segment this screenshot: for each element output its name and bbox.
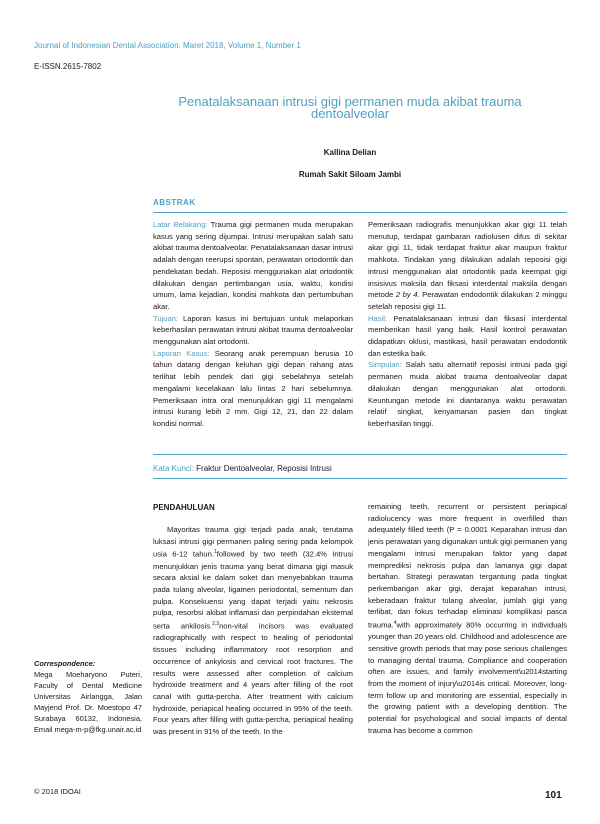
background-text: Trauma gigi permanen muda merupakan kasus yang sering dijumpai. Intrusi merupakan salah satu akibat trauma dentoalveolar. Penatalaksanaan dasar intrusi adalah dengan reerupsi spontan, perawatan ortodontik dan pendekatan bedah. Reposisi menggunakan alat ortodontik dilakukan dengan pertimbangan usia, waktu, kondisi umum, lama kejadian, kondisi mahkota dan pertumbuhan akar. xyxy=(153,220,353,311)
correspondence-text: Mega Moeharyono Puteri, Faculty of Dental Medicine Universitas Airlangga, Jalan Mayjend Prof. Dr. Moestopo 47 Surabaya 60132, Indonesia, Email mega-m-p@fkg.unair.ac.id xyxy=(34,670,142,734)
background-label: Latar Belakang: xyxy=(153,220,208,229)
objective-label: Tujuan: xyxy=(153,313,179,323)
keywords-label: Kata Kunci: xyxy=(153,464,194,473)
intro-left-column xyxy=(153,524,353,738)
abstract-left-column xyxy=(153,219,353,430)
correspondence-heading: Correspondence: xyxy=(34,659,96,668)
conclusion-text: Salah satu alternatif reposisi intrusi pada gigi permanen muda akibat trauma dentoalveolar dapat dilakukan dengan menggunakan alat ortodonti. Keuntungan metode ini diantaranya waktu perawatan relatif singkat, kenyamanan pasien dan tingkat keberhasilan tinggi. xyxy=(368,360,567,428)
results-text: Penatalaksanaan intrusi dan fiksasi interdental memberikan hasil yang baik. Hasil kontrol perawatan didapatkan oklusi, mastikasi, hasil perawatan endodontik dan estetika baik. xyxy=(368,313,567,358)
keywords-top-rule xyxy=(153,454,567,455)
abstract-heading: ABSTRAK xyxy=(153,198,196,207)
citation-2: 2,3 xyxy=(212,621,220,628)
article-title: Penatalaksanaan intrusi gigi permanen muda akibat trauma dentoalveolar xyxy=(178,94,522,121)
conclusion-label: Simpulan: xyxy=(368,360,402,370)
intro-text-a: Mayoritas trauma gigi terjadi pada anak, terutama luksasi intrusi gigi permanen paling sering pada kelompok usia 6-12 tahun. xyxy=(153,525,353,559)
intro-text-c: non-vital incisors was evaluated radiographically with respect to healing of periodontal tissues including inflammatory root resorption and occurrence of ankylosis and cervical root fractures. The results were assessed after completion of calcium hydroxide treatment and 4 years after filling of the root canal with gutta-percha. After treatment with calcium hydroxide, periapical healing occurred in 95% of the teeth. Four years after filling with gutta-percha, periapical healing was present in 91% of the teeth. In the xyxy=(153,621,353,737)
intro-right-text-a: remaining teeth, recurrent or persistent periapical radiolucency was more frequent in overfilled than adequately filled teeth (P = 0.0001 Keparahan intrusi dan jenis perawatan yang digunakan untuk gigi permanen yang mengalami intrusi merupakan faktor yang dapat memprediksi nekrosis pulpa dan lamanya gigi dapat bertahan. Strategi perawatan tergantung pada tingkat perkembangan akar gigi, derajat keparahan intrusi, keberadaan fraktur tulang alveolar, jumlah gigi yang terlibat, dan fokus terhadap eliminasi komplikasi pasca trauma. xyxy=(368,502,567,630)
intro-text-b: followed by two teeth (32.4% Intrusi menunjukkan jenis trauma yang berat dimana gigi masuk secara aksial ke dalam soket dan menyebabkan trauma pada tulang alveolar, ligamen periodontal, sementum dan pulpa. Konsekuensi yang dapat terjadi yaitu nekrosis pulpa, resorbsi akibat inflamasi dan perpindahan eksternal serta ankilosis. xyxy=(153,549,353,631)
copyright: © 2018 IDOAI xyxy=(34,787,81,796)
correspondence-block xyxy=(34,658,142,735)
author-name: Kallina Delian xyxy=(323,148,377,157)
citation-4: 4 xyxy=(393,620,397,627)
intro-right-column xyxy=(368,501,567,737)
abstract-right-column xyxy=(368,219,567,430)
keywords-text: Fraktur Dentoalveolar, Reposisi Intrusi xyxy=(193,464,332,473)
journal-header: Journal of Indonesian Dental Association. Maret 2018, Volume 1, Number 1 xyxy=(34,41,301,50)
intro-right-text-b: with approximately 80% occurring in individuals younger than 20 years old. Childhood and adolescence are sensitive growth periods that may pose serious challenges to managing dental trauma. Compliance and cooperation often are issues, and family involvement\u2014starting from the moment of injury\u2014is critical. Moreover, long-term follow up and monitoring are essential, especially in the growing patient with a developing dentition. The potential for psychological and social impacts of dental trauma has become a common xyxy=(368,620,567,735)
abstract-top-rule xyxy=(153,212,567,213)
section-heading: PENDAHULUAN xyxy=(153,503,215,512)
case-report-continued-a: Pemeriksaan radiografis menunjukkan akar gigi 11 telah menutup, terdapat gambaran radiolusen difus di sekitar akar gigi 11, tidak terdapat fraktur akar maupun fraktur mahkota. Tindakan yang dilakukan adalah reposisi gigi intrusi menggunakan alat ortodontik pada keempat gigi insisivus maksila dan fiksasi interdental maksila dengan metode xyxy=(368,220,567,300)
objective-text: Laporan kasus ini bertujuan untuk melaporkan keberhasilan perawatan intrusi akibat trauma dentoalveolar menggunakan alat ortodonti. xyxy=(153,313,353,347)
citation-1: 1 xyxy=(214,549,217,556)
case-report-continued-b: . Perawatan endodontik dilakukan 2 minggu setelah reposisi gigi 11. xyxy=(368,290,567,311)
page-number: 101 xyxy=(545,790,562,801)
results-label: Hasil: xyxy=(368,313,387,323)
issn: E-ISSN.2615-7802 xyxy=(34,62,102,71)
keywords-bottom-rule xyxy=(153,478,567,479)
case-report-label: Laporan Kasus: xyxy=(153,348,210,358)
keywords xyxy=(153,464,332,473)
author-affiliation: Rumah Sakit Siloam Jambi xyxy=(298,170,402,179)
case-report-text: Seorang anak perempuan berusia 10 tahun datang dengan keluhan gigi depan rahang atas terlihat lebih pendek dari gigi sebelahnya setelah mengalami kecelakaan lalu lintas 2 hari sebelumnya. Pemeriksaan intra oral menunjukkan gigi 11 mengalami intrusi kurang lebih 2 mm. Gigi 12, 21, dan 22 dalam kondisi normal. xyxy=(153,348,353,428)
method-italic: 2 by 4 xyxy=(395,290,418,300)
